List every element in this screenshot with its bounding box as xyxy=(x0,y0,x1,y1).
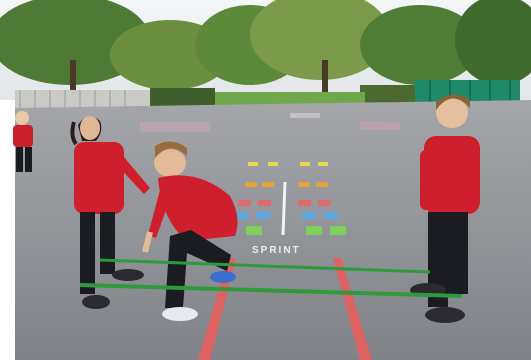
hedge xyxy=(150,88,215,108)
painted-sprint-label: SPRINT xyxy=(252,245,301,256)
hedge-right xyxy=(360,85,420,103)
